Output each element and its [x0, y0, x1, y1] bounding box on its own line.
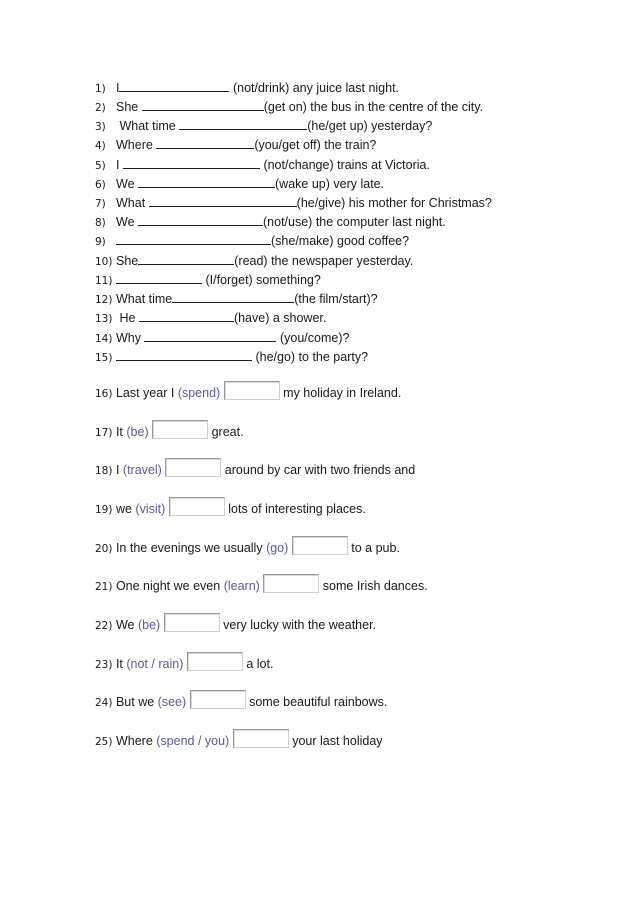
item-prefix: We [116, 177, 135, 191]
item-suffix: lots of interesting places. [228, 502, 366, 516]
item-prefix: I [116, 158, 120, 172]
answer-blank[interactable] [144, 330, 276, 342]
verb-hint: (be) [126, 425, 149, 439]
verb-hint: (visit) [135, 502, 166, 516]
item-suffix: a lot. [246, 657, 274, 671]
verb-hint: (spend) [177, 386, 221, 400]
item-prefix: She [116, 100, 139, 114]
item-prefix: I [116, 81, 120, 95]
exercise-line [95, 349, 368, 366]
item-prefix: He [116, 311, 136, 325]
verb-hint: (see) [157, 695, 187, 709]
exercise-line [95, 574, 428, 595]
item-suffix: (not/change) trains at Victoria. [259, 158, 430, 172]
exercise-line [95, 233, 409, 250]
item-suffix: (wake up) very late. [275, 177, 385, 191]
answer-blank[interactable] [172, 291, 294, 303]
item-number: 10) [95, 256, 113, 268]
item-suffix: (I/forget) something? [202, 273, 321, 287]
answer-blank[interactable] [138, 214, 263, 226]
item-suffix: some Irish dances. [322, 579, 428, 593]
item-number: 15) [95, 352, 113, 364]
item-suffix: (the film/start)? [294, 292, 378, 306]
item-number: 11) [95, 275, 113, 287]
item-number: 13) [95, 313, 113, 325]
item-suffix: (she/make) good coffee? [271, 234, 410, 248]
item-number: 24) [95, 697, 113, 709]
item-suffix: great. [211, 425, 244, 439]
item-prefix: It [115, 425, 123, 439]
item-suffix: (not/use) the computer last night. [263, 215, 446, 229]
answer-box[interactable] [224, 381, 280, 400]
item-number: 25) [95, 736, 113, 748]
exercise-line [95, 195, 492, 212]
item-number: 7) [95, 198, 106, 210]
answer-blank[interactable] [138, 253, 234, 265]
exercise-line [95, 497, 366, 518]
item-suffix: my holiday in Ireland. [283, 386, 402, 400]
item-suffix: (he/get up) yesterday? [307, 119, 433, 133]
item-number: 6) [95, 179, 106, 191]
answer-blank[interactable] [116, 272, 202, 284]
answer-box[interactable] [152, 420, 208, 439]
verb-hint: (learn) [223, 579, 260, 593]
item-number: 23) [95, 659, 113, 671]
verb-hint: (travel) [122, 463, 162, 477]
exercise-line [95, 330, 349, 347]
item-number: 22) [95, 620, 113, 632]
item-number: 5) [95, 160, 106, 172]
item-prefix: We [115, 618, 135, 632]
exercise-line [95, 291, 378, 308]
item-suffix: (you/come)? [276, 331, 350, 345]
item-number: 12) [95, 294, 113, 306]
item-suffix: to a pub. [351, 541, 400, 555]
item-prefix: What [116, 196, 146, 210]
item-prefix: But we [115, 695, 155, 709]
item-suffix: (not/drink) any juice last night. [232, 81, 400, 95]
answer-box[interactable] [165, 458, 221, 477]
answer-box[interactable] [169, 497, 225, 516]
verb-hint: (go) [266, 541, 289, 555]
verb-hint: (not / rain) [126, 657, 184, 671]
item-suffix: some beautiful rainbows. [249, 695, 388, 709]
item-prefix: What time [116, 292, 173, 306]
exercise-line [95, 253, 413, 270]
exercise-line [95, 729, 383, 750]
item-number: 1) [95, 83, 106, 95]
item-number: 4) [95, 140, 106, 152]
item-number: 14) [95, 333, 113, 345]
answer-blank[interactable] [139, 310, 234, 322]
item-prefix: Last year I [115, 386, 175, 400]
answer-box[interactable] [164, 613, 220, 632]
answer-box[interactable] [263, 574, 319, 593]
item-suffix: (he/give) his mother for Christmas? [296, 196, 492, 210]
answer-blank[interactable] [179, 118, 307, 130]
item-number: 8) [95, 217, 106, 229]
exercise-line [95, 613, 376, 634]
item-number: 18) [95, 465, 113, 477]
item-prefix: What time [116, 119, 176, 133]
answer-box[interactable] [187, 652, 243, 671]
exercise-line [95, 381, 401, 402]
answer-blank[interactable] [116, 233, 271, 245]
answer-blank[interactable] [138, 176, 275, 188]
exercise-line [95, 536, 400, 557]
item-suffix: very lucky with the weather. [223, 618, 377, 632]
exercise-line [95, 690, 387, 711]
item-suffix: (have) a shower. [233, 311, 327, 325]
item-suffix: (he/go) to the party? [252, 350, 369, 364]
item-suffix: (get on) the bus in the centre of the city. [263, 100, 484, 114]
item-prefix: In the evenings we usually [115, 541, 263, 555]
exercise-line [95, 458, 415, 479]
item-prefix: Where [115, 734, 153, 748]
answer-box[interactable] [190, 690, 246, 709]
item-suffix: around by car with two friends and [224, 463, 416, 477]
answer-box[interactable] [233, 729, 289, 748]
exercise-line [95, 310, 326, 327]
exercise-line [95, 157, 430, 174]
verb-hint: (be) [137, 618, 161, 632]
answer-blank[interactable] [156, 137, 254, 149]
item-prefix: We [116, 215, 135, 229]
item-number: 3) [95, 121, 106, 133]
item-number: 19) [95, 504, 113, 516]
answer-blank[interactable] [123, 157, 260, 169]
item-prefix: One night we even [115, 579, 221, 593]
item-prefix: She [116, 254, 139, 268]
item-number: 20) [95, 543, 113, 555]
item-number: 9) [95, 236, 106, 248]
exercise-line [95, 137, 376, 154]
exercise-line [95, 652, 273, 673]
answer-blank[interactable] [149, 195, 297, 207]
item-suffix: (read) the newspaper yesterday. [234, 254, 414, 268]
exercise-line [95, 99, 483, 116]
item-number: 16) [95, 388, 113, 400]
exercise-line [95, 272, 321, 289]
exercise-line [95, 214, 446, 231]
item-number: 21) [95, 581, 113, 593]
item-prefix: Where [116, 138, 153, 152]
item-suffix: (you/get off) the train? [254, 138, 377, 152]
answer-box[interactable] [292, 536, 348, 555]
exercise-line [95, 176, 384, 193]
item-number: 17) [95, 427, 113, 439]
item-prefix: It [115, 657, 123, 671]
exercise-line [95, 118, 432, 135]
answer-blank[interactable] [119, 80, 229, 92]
item-prefix: we [115, 502, 132, 516]
answer-blank[interactable] [116, 349, 252, 361]
answer-blank[interactable] [142, 99, 264, 111]
exercise-line [95, 420, 244, 441]
verb-hint: (spend / you) [156, 734, 230, 748]
item-prefix: I [115, 463, 120, 477]
exercise-line [95, 80, 399, 97]
item-prefix: Why [116, 331, 141, 345]
item-number: 2) [95, 102, 106, 114]
item-suffix: your last holiday [292, 734, 383, 748]
